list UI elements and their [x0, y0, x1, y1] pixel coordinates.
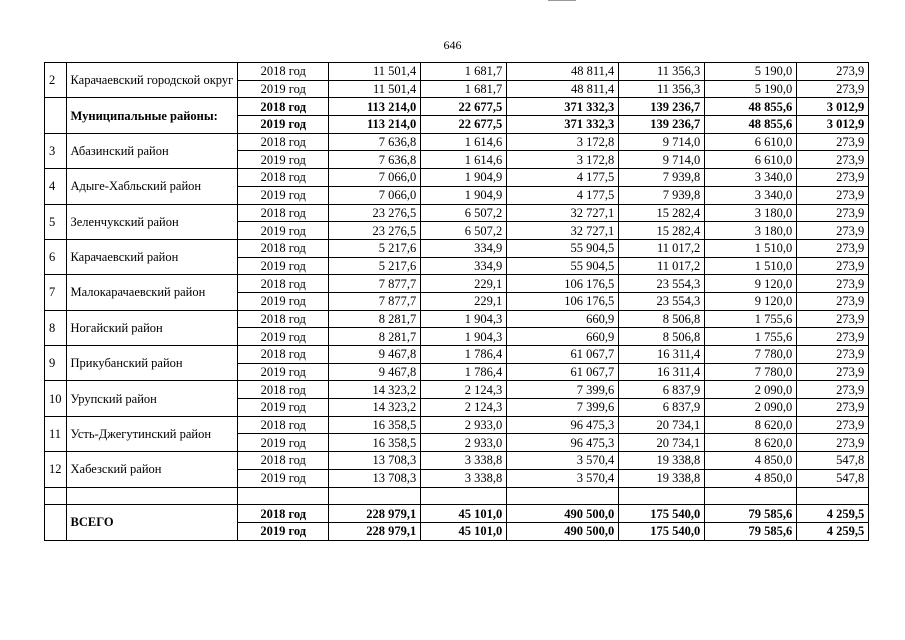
total-value-cell: 175 540,0 — [619, 505, 705, 523]
empty-cell — [238, 487, 329, 505]
year-cell: 2018 год — [238, 310, 329, 328]
total-value-cell: 45 101,0 — [421, 522, 507, 540]
value-cell: 23 554,3 — [619, 275, 705, 293]
value-cell: 3 570,4 — [507, 452, 619, 470]
value-cell: 4 177,5 — [507, 169, 619, 187]
value-cell: 273,9 — [797, 399, 869, 417]
total-value-cell: 490 500,0 — [507, 522, 619, 540]
value-cell: 15 282,4 — [619, 222, 705, 240]
value-cell: 1 755,6 — [705, 328, 797, 346]
table-row — [45, 310, 869, 328]
value-cell: 3 172,8 — [507, 151, 619, 169]
value-cell: 19 338,8 — [619, 452, 705, 470]
value-cell: 8 281,7 — [329, 328, 421, 346]
year-cell: 2018 год — [238, 204, 329, 222]
value-cell: 1 510,0 — [705, 257, 797, 275]
year-cell: 2019 год — [238, 80, 329, 98]
value-cell: 9 714,0 — [619, 133, 705, 151]
year-cell: 2019 год — [238, 328, 329, 346]
value-cell: 273,9 — [797, 292, 869, 310]
table-row — [45, 416, 869, 434]
year-cell: 2018 год — [238, 275, 329, 293]
row-number: 5 — [45, 204, 67, 239]
value-cell: 273,9 — [797, 363, 869, 381]
year-cell: 2019 год — [238, 522, 329, 540]
table-row — [45, 452, 869, 470]
value-cell: 5 217,6 — [329, 257, 421, 275]
value-cell: 16 311,4 — [619, 363, 705, 381]
empty-cell — [507, 487, 619, 505]
value-cell: 7 066,0 — [329, 186, 421, 204]
year-cell: 2019 год — [238, 257, 329, 275]
value-cell: 273,9 — [797, 275, 869, 293]
value-cell: 8 620,0 — [705, 416, 797, 434]
value-cell: 229,1 — [421, 292, 507, 310]
table-row — [45, 204, 869, 222]
year-cell: 2019 год — [238, 399, 329, 417]
year-cell: 2018 год — [238, 63, 329, 81]
value-cell: 273,9 — [797, 346, 869, 364]
value-cell: 273,9 — [797, 151, 869, 169]
value-cell: 1 904,9 — [421, 169, 507, 187]
value-cell: 1 755,6 — [705, 310, 797, 328]
row-number: 11 — [45, 416, 67, 451]
value-cell: 19 338,8 — [619, 469, 705, 487]
value-cell: 106 176,5 — [507, 275, 619, 293]
value-cell: 2 124,3 — [421, 381, 507, 399]
value-cell: 3 180,0 — [705, 204, 797, 222]
total-value-cell: 79 585,6 — [705, 505, 797, 523]
value-cell: 6 507,2 — [421, 204, 507, 222]
value-cell: 7 636,8 — [329, 133, 421, 151]
value-cell: 273,9 — [797, 239, 869, 257]
value-cell: 55 904,5 — [507, 239, 619, 257]
value-cell: 6 610,0 — [705, 151, 797, 169]
value-cell: 32 727,1 — [507, 222, 619, 240]
value-cell: 113 214,0 — [329, 116, 421, 134]
value-cell: 20 734,1 — [619, 434, 705, 452]
value-cell: 23 554,3 — [619, 292, 705, 310]
value-cell: 273,9 — [797, 328, 869, 346]
value-cell: 7 877,7 — [329, 292, 421, 310]
total-value-cell: 4 259,5 — [797, 505, 869, 523]
value-cell: 1 904,3 — [421, 328, 507, 346]
value-cell: 273,9 — [797, 310, 869, 328]
value-cell: 14 323,2 — [329, 381, 421, 399]
year-cell: 2019 год — [238, 434, 329, 452]
value-cell: 96 475,3 — [507, 416, 619, 434]
value-cell: 1 681,7 — [421, 63, 507, 81]
row-number: 7 — [45, 275, 67, 310]
value-cell: 9 120,0 — [705, 275, 797, 293]
table-row — [45, 98, 869, 116]
value-cell: 273,9 — [797, 257, 869, 275]
value-cell: 61 067,7 — [507, 363, 619, 381]
value-cell: 139 236,7 — [619, 116, 705, 134]
value-cell: 8 620,0 — [705, 434, 797, 452]
value-cell: 371 332,3 — [507, 116, 619, 134]
value-cell: 96 475,3 — [507, 434, 619, 452]
value-cell: 273,9 — [797, 186, 869, 204]
value-cell: 9 714,0 — [619, 151, 705, 169]
municipality-name: Карачаевский район — [66, 239, 238, 274]
value-cell: 3 340,0 — [705, 186, 797, 204]
value-cell: 273,9 — [797, 416, 869, 434]
row-number: 10 — [45, 381, 67, 416]
value-cell: 1 904,3 — [421, 310, 507, 328]
page-number: 646 — [443, 38, 462, 52]
value-cell: 5 217,6 — [329, 239, 421, 257]
value-cell: 8 281,7 — [329, 310, 421, 328]
total-label: ВСЕГО — [66, 505, 238, 540]
value-cell: 32 727,1 — [507, 204, 619, 222]
year-cell: 2018 год — [238, 381, 329, 399]
table-row — [45, 133, 869, 151]
value-cell: 7 780,0 — [705, 346, 797, 364]
table-row — [45, 275, 869, 293]
value-cell: 23 276,5 — [329, 204, 421, 222]
value-cell: 55 904,5 — [507, 257, 619, 275]
municipality-name: Муниципальные районы: — [66, 98, 238, 133]
municipality-name: Зеленчукский район — [66, 204, 238, 239]
value-cell: 273,9 — [797, 204, 869, 222]
empty-cell — [421, 487, 507, 505]
value-cell: 3 338,8 — [421, 469, 507, 487]
value-cell: 1 614,6 — [421, 151, 507, 169]
value-cell: 16 311,4 — [619, 346, 705, 364]
row-number: 9 — [45, 346, 67, 381]
value-cell: 6 507,2 — [421, 222, 507, 240]
value-cell: 7 939,8 — [619, 186, 705, 204]
value-cell: 660,9 — [507, 328, 619, 346]
value-cell: 273,9 — [797, 434, 869, 452]
value-cell: 13 708,3 — [329, 469, 421, 487]
row-number: 12 — [45, 452, 67, 487]
value-cell: 547,8 — [797, 469, 869, 487]
table-row — [45, 63, 869, 81]
empty-cell — [45, 487, 67, 505]
value-cell: 8 506,8 — [619, 310, 705, 328]
year-cell: 2018 год — [238, 98, 329, 116]
value-cell: 273,9 — [797, 169, 869, 187]
value-cell: 6 837,9 — [619, 381, 705, 399]
value-cell: 371 332,3 — [507, 98, 619, 116]
value-cell: 273,9 — [797, 222, 869, 240]
value-cell: 334,9 — [421, 239, 507, 257]
value-cell: 9 120,0 — [705, 292, 797, 310]
value-cell: 1 786,4 — [421, 346, 507, 364]
value-cell: 2 933,0 — [421, 434, 507, 452]
total-value-cell: 175 540,0 — [619, 522, 705, 540]
table-row — [45, 346, 869, 364]
value-cell: 3 180,0 — [705, 222, 797, 240]
value-cell: 2 124,3 — [421, 399, 507, 417]
value-cell: 3 570,4 — [507, 469, 619, 487]
value-cell: 4 850,0 — [705, 469, 797, 487]
total-value-cell: 79 585,6 — [705, 522, 797, 540]
row-number: 6 — [45, 239, 67, 274]
value-cell: 3 172,8 — [507, 133, 619, 151]
value-cell: 3 338,8 — [421, 452, 507, 470]
value-cell: 1 614,6 — [421, 133, 507, 151]
empty-cell — [329, 487, 421, 505]
municipality-name: Малокарачаевский район — [66, 275, 238, 310]
year-cell: 2019 год — [238, 222, 329, 240]
spacer-row — [45, 487, 869, 505]
total-row — [45, 505, 869, 523]
value-cell: 1 904,9 — [421, 186, 507, 204]
empty-cell — [705, 487, 797, 505]
value-cell: 7 066,0 — [329, 169, 421, 187]
total-value-cell: 490 500,0 — [507, 505, 619, 523]
empty-cell — [797, 487, 869, 505]
value-cell: 48 811,4 — [507, 80, 619, 98]
value-cell: 22 677,5 — [421, 98, 507, 116]
value-cell: 660,9 — [507, 310, 619, 328]
value-cell: 106 176,5 — [507, 292, 619, 310]
value-cell: 22 677,5 — [421, 116, 507, 134]
value-cell: 61 067,7 — [507, 346, 619, 364]
value-cell: 11 501,4 — [329, 63, 421, 81]
year-cell: 2019 год — [238, 116, 329, 134]
empty-cell — [66, 487, 238, 505]
value-cell: 273,9 — [797, 381, 869, 399]
row-number: 8 — [45, 310, 67, 345]
value-cell: 1 786,4 — [421, 363, 507, 381]
value-cell: 15 282,4 — [619, 204, 705, 222]
value-cell: 11 501,4 — [329, 80, 421, 98]
municipality-name: Адыге-Хабльский район — [66, 169, 238, 204]
year-cell: 2019 год — [238, 469, 329, 487]
value-cell: 5 190,0 — [705, 80, 797, 98]
scan-mark — [548, 0, 576, 1]
value-cell: 5 190,0 — [705, 63, 797, 81]
value-cell: 2 933,0 — [421, 416, 507, 434]
value-cell: 273,9 — [797, 80, 869, 98]
value-cell: 48 855,6 — [705, 98, 797, 116]
year-cell: 2018 год — [238, 133, 329, 151]
value-cell: 2 090,0 — [705, 381, 797, 399]
value-cell: 3 012,9 — [797, 116, 869, 134]
year-cell: 2019 год — [238, 151, 329, 169]
total-value-cell: 45 101,0 — [421, 505, 507, 523]
year-cell: 2018 год — [238, 452, 329, 470]
value-cell: 113 214,0 — [329, 98, 421, 116]
value-cell: 9 467,8 — [329, 363, 421, 381]
total-value-cell: 4 259,5 — [797, 522, 869, 540]
value-cell: 9 467,8 — [329, 346, 421, 364]
value-cell: 20 734,1 — [619, 416, 705, 434]
value-cell: 6 837,9 — [619, 399, 705, 417]
row-number: 4 — [45, 169, 67, 204]
municipality-name: Хабезский район — [66, 452, 238, 487]
year-cell: 2018 год — [238, 169, 329, 187]
value-cell: 334,9 — [421, 257, 507, 275]
year-cell: 2018 год — [238, 416, 329, 434]
municipality-name: Карачаевский городской округ — [66, 63, 238, 98]
value-cell: 7 399,6 — [507, 399, 619, 417]
value-cell: 547,8 — [797, 452, 869, 470]
value-cell: 16 358,5 — [329, 434, 421, 452]
value-cell: 273,9 — [797, 133, 869, 151]
value-cell: 7 399,6 — [507, 381, 619, 399]
table-row — [45, 239, 869, 257]
year-cell: 2019 год — [238, 363, 329, 381]
municipality-name: Прикубанский район — [66, 346, 238, 381]
value-cell: 4 850,0 — [705, 452, 797, 470]
value-cell: 3 340,0 — [705, 169, 797, 187]
value-cell: 1 510,0 — [705, 239, 797, 257]
table-row — [45, 381, 869, 399]
row-number — [45, 505, 67, 540]
value-cell: 273,9 — [797, 63, 869, 81]
value-cell: 3 012,9 — [797, 98, 869, 116]
value-cell: 8 506,8 — [619, 328, 705, 346]
row-number: 2 — [45, 63, 67, 98]
year-cell: 2018 год — [238, 346, 329, 364]
value-cell: 1 681,7 — [421, 80, 507, 98]
value-cell: 11 356,3 — [619, 80, 705, 98]
value-cell: 23 276,5 — [329, 222, 421, 240]
year-cell: 2018 год — [238, 239, 329, 257]
row-number: 3 — [45, 133, 67, 168]
total-value-cell: 228 979,1 — [329, 522, 421, 540]
value-cell: 7 636,8 — [329, 151, 421, 169]
value-cell: 48 811,4 — [507, 63, 619, 81]
value-cell: 13 708,3 — [329, 452, 421, 470]
value-cell: 16 358,5 — [329, 416, 421, 434]
year-cell: 2019 год — [238, 186, 329, 204]
value-cell: 48 855,6 — [705, 116, 797, 134]
value-cell: 11 017,2 — [619, 257, 705, 275]
value-cell: 6 610,0 — [705, 133, 797, 151]
year-cell: 2019 год — [238, 292, 329, 310]
value-cell: 14 323,2 — [329, 399, 421, 417]
municipality-name: Усть-Джегутинский район — [66, 416, 238, 451]
value-cell: 4 177,5 — [507, 186, 619, 204]
value-cell: 7 780,0 — [705, 363, 797, 381]
municipality-name: Абазинский район — [66, 133, 238, 168]
municipality-name: Ногайский район — [66, 310, 238, 345]
value-cell: 7 877,7 — [329, 275, 421, 293]
value-cell: 11 356,3 — [619, 63, 705, 81]
value-cell: 7 939,8 — [619, 169, 705, 187]
year-cell: 2018 год — [238, 505, 329, 523]
value-cell: 229,1 — [421, 275, 507, 293]
total-value-cell: 228 979,1 — [329, 505, 421, 523]
value-cell: 11 017,2 — [619, 239, 705, 257]
table-row — [45, 169, 869, 187]
row-number — [45, 98, 67, 133]
empty-cell — [619, 487, 705, 505]
value-cell: 2 090,0 — [705, 399, 797, 417]
value-cell: 139 236,7 — [619, 98, 705, 116]
municipality-name: Урупский район — [66, 381, 238, 416]
budget-table — [44, 62, 869, 541]
